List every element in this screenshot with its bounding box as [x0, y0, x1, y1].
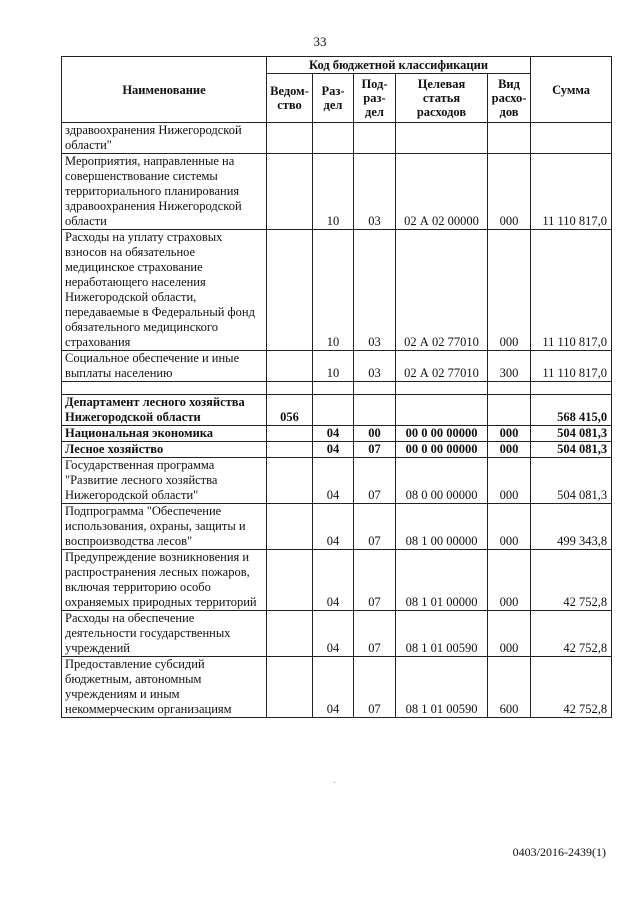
- cell-vedomstvo: [267, 611, 313, 657]
- cell-expense-type: [488, 123, 531, 154]
- cell-expense-type: 000: [488, 442, 531, 458]
- cell-podrazdel: [354, 382, 396, 395]
- cell-vedomstvo: [267, 230, 313, 351]
- cell-target-article: 02 А 02 77010: [396, 351, 488, 382]
- table-row: [62, 442, 612, 458]
- header-target-article: Целевая статья расходов: [396, 74, 488, 123]
- cell-vedomstvo: [267, 123, 313, 154]
- cell-vedomstvo: [267, 426, 313, 442]
- cell-target-article: 08 1 01 00000: [396, 550, 488, 611]
- cell-razdel: [313, 382, 354, 395]
- cell-expense-type: 000: [488, 611, 531, 657]
- cell-razdel: [313, 123, 354, 154]
- cell-name: Предупреждение возникновения и распространения лесных пожаров, включая территорию особо охраняемых природных территорий: [62, 550, 267, 611]
- cell-target-article: [396, 382, 488, 395]
- cell-expense-type: [488, 395, 531, 426]
- cell-name: Социальное обеспечение и иные выплаты населению: [62, 351, 267, 382]
- table-header: [62, 57, 612, 123]
- header-sum: Сумма: [531, 57, 612, 123]
- cell-podrazdel: 07: [354, 458, 396, 504]
- cell-podrazdel: 07: [354, 442, 396, 458]
- budget-table: [61, 56, 612, 718]
- cell-name: [62, 382, 267, 395]
- cell-target-article: 02 А 02 77010: [396, 230, 488, 351]
- cell-razdel: 04: [313, 611, 354, 657]
- cell-sum: 42 752,8: [531, 550, 612, 611]
- header-razdel: Раз-дел: [313, 74, 354, 123]
- cell-name: Департамент лесного хозяйства Нижегородской области: [62, 395, 267, 426]
- header-podrazdel: Под-раз-дел: [354, 74, 396, 123]
- cell-target-article: 08 1 01 00590: [396, 611, 488, 657]
- cell-razdel: 10: [313, 154, 354, 230]
- cell-podrazdel: 07: [354, 504, 396, 550]
- cell-razdel: 04: [313, 458, 354, 504]
- cell-name: Расходы на обеспечение деятельности государственных учреждений: [62, 611, 267, 657]
- cell-razdel: 04: [313, 550, 354, 611]
- cell-name: Мероприятия, направленные на совершенствование системы территориального планирования здравоохранения Нижегородской области: [62, 154, 267, 230]
- cell-podrazdel: 07: [354, 550, 396, 611]
- cell-razdel: 10: [313, 230, 354, 351]
- cell-sum: 11 110 817,0: [531, 154, 612, 230]
- cell-name: Государственная программа "Развитие лесного хозяйства Нижегородской области": [62, 458, 267, 504]
- cell-vedomstvo: [267, 657, 313, 718]
- cell-podrazdel: 03: [354, 230, 396, 351]
- table-row: [62, 395, 612, 426]
- header-expense-type: Вид расхо-дов: [488, 74, 531, 123]
- cell-expense-type: 000: [488, 426, 531, 442]
- cell-sum: 504 081,3: [531, 426, 612, 442]
- table-row: [62, 550, 612, 611]
- cell-sum: 42 752,8: [531, 657, 612, 718]
- cell-target-article: 08 1 01 00590: [396, 657, 488, 718]
- cell-expense-type: 000: [488, 154, 531, 230]
- cell-vedomstvo: [267, 351, 313, 382]
- table-row: [62, 123, 612, 154]
- cell-podrazdel: 00: [354, 426, 396, 442]
- cell-sum: 499 343,8: [531, 504, 612, 550]
- cell-vedomstvo: [267, 458, 313, 504]
- cell-expense-type: [488, 382, 531, 395]
- cell-sum: 504 081,3: [531, 458, 612, 504]
- cell-podrazdel: 07: [354, 657, 396, 718]
- cell-name: Национальная экономика: [62, 426, 267, 442]
- cell-podrazdel: 03: [354, 154, 396, 230]
- cell-sum: 11 110 817,0: [531, 230, 612, 351]
- cell-name: здравоохранения Нижегородской области": [62, 123, 267, 154]
- cell-sum: 42 752,8: [531, 611, 612, 657]
- cell-expense-type: 000: [488, 230, 531, 351]
- header-classification-group: Код бюджетной классификации: [267, 57, 531, 74]
- page-mark: ·: [333, 778, 337, 789]
- table-row: [62, 657, 612, 718]
- cell-sum: 504 081,3: [531, 442, 612, 458]
- cell-vedomstvo: [267, 382, 313, 395]
- cell-expense-type: 000: [488, 458, 531, 504]
- cell-podrazdel: [354, 395, 396, 426]
- cell-name: Расходы на уплату страховых взносов на обязательное медицинское страхование неработающего населения Нижегородской области, передаваемые в Федеральный фонд обязательного медицинского страхования: [62, 230, 267, 351]
- table-row: [62, 458, 612, 504]
- table-body: [62, 123, 612, 718]
- cell-podrazdel: [354, 123, 396, 154]
- cell-expense-type: 000: [488, 504, 531, 550]
- cell-target-article: [396, 123, 488, 154]
- cell-sum: [531, 382, 612, 395]
- table-row: [62, 611, 612, 657]
- table-row: [62, 382, 612, 395]
- table-row: [62, 230, 612, 351]
- header-vedomstvo: Ведом-ство: [267, 74, 313, 123]
- cell-sum: 11 110 817,0: [531, 351, 612, 382]
- header-name: Наименование: [62, 57, 267, 123]
- cell-name: Предоставление субсидий бюджетным, автономным учреждениям и иным некоммерческим организациям: [62, 657, 267, 718]
- cell-target-article: 08 1 00 00000: [396, 504, 488, 550]
- table-row: [62, 154, 612, 230]
- table-row: [62, 351, 612, 382]
- cell-sum: [531, 123, 612, 154]
- cell-vedomstvo: [267, 442, 313, 458]
- cell-sum: 568 415,0: [531, 395, 612, 426]
- cell-vedomstvo: [267, 504, 313, 550]
- cell-vedomstvo: [267, 550, 313, 611]
- cell-target-article: [396, 395, 488, 426]
- cell-target-article: 00 0 00 00000: [396, 442, 488, 458]
- cell-razdel: 04: [313, 657, 354, 718]
- cell-name: Подпрограмма "Обеспечение использования, охраны, защиты и воспроизводства лесов": [62, 504, 267, 550]
- cell-razdel: 04: [313, 442, 354, 458]
- document-code: 0403/2016-2439(1): [512, 845, 606, 859]
- cell-target-article: 00 0 00 00000: [396, 426, 488, 442]
- cell-podrazdel: 07: [354, 611, 396, 657]
- page-number: 33: [313, 34, 327, 49]
- cell-vedomstvo: 056: [267, 395, 313, 426]
- cell-expense-type: 300: [488, 351, 531, 382]
- cell-target-article: 08 0 00 00000: [396, 458, 488, 504]
- cell-vedomstvo: [267, 154, 313, 230]
- table-row: [62, 504, 612, 550]
- cell-expense-type: 000: [488, 550, 531, 611]
- cell-razdel: 04: [313, 504, 354, 550]
- table-row: [62, 426, 612, 442]
- cell-target-article: 02 А 02 00000: [396, 154, 488, 230]
- cell-razdel: 04: [313, 426, 354, 442]
- cell-podrazdel: 03: [354, 351, 396, 382]
- cell-expense-type: 600: [488, 657, 531, 718]
- cell-razdel: 10: [313, 351, 354, 382]
- cell-razdel: [313, 395, 354, 426]
- cell-name: Лесное хозяйство: [62, 442, 267, 458]
